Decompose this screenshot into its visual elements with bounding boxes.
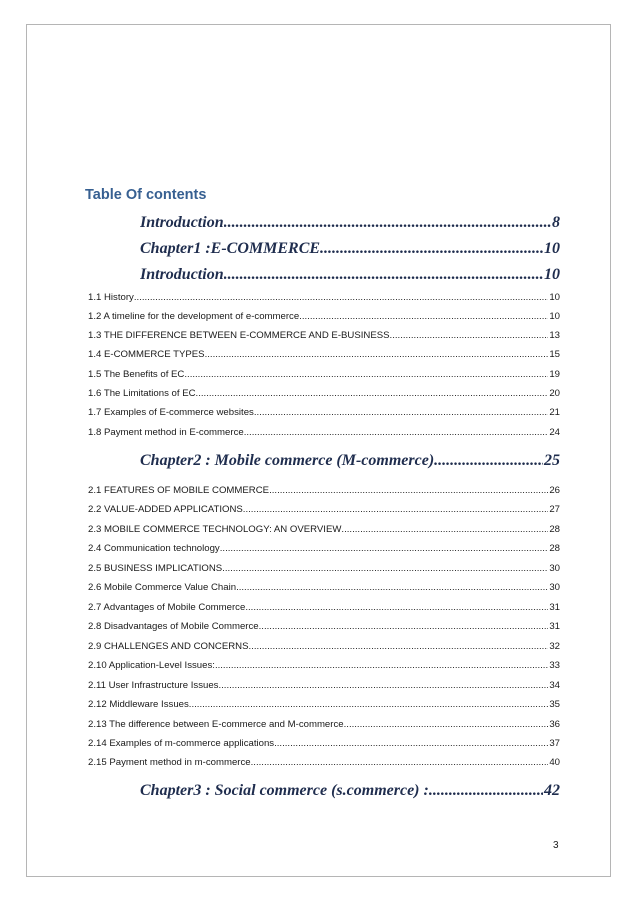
toc-entry-page: 24 [549,427,560,438]
toc-entry-page: 36 [549,719,560,730]
toc-section-entry[interactable] [88,368,560,382]
toc-entry-title: 2.3 MOBILE COMMERCE TECHNOLOGY: AN OVERVIEW [88,524,342,535]
dot-leader [259,620,549,634]
dot-leader [218,679,548,693]
toc-entry-title: Introduction [140,266,224,283]
toc-entry-title: 2.10 Application-Level Issues: [88,660,215,671]
toc-section-entry[interactable] [88,503,560,517]
toc-section-entry[interactable] [88,679,560,693]
toc-entry-title: 1.4 E-COMMERCE TYPES [88,349,205,360]
toc-section-entry[interactable] [88,348,560,362]
dot-leader [434,450,543,472]
toc-section-entry[interactable] [88,291,560,305]
toc-entry-page: 32 [549,641,560,652]
toc-section-entry[interactable] [88,387,560,401]
toc-entry-title: 2.2 VALUE-ADDED APPLICATIONS [88,504,243,515]
dot-leader [205,348,549,362]
toc-entry-title: Chapter1 :E-COMMERCE [140,240,321,257]
toc-section-entry[interactable] [88,737,560,751]
toc-entry-page: 30 [549,582,560,593]
toc-section-entry[interactable] [88,581,560,595]
toc-entry-title: 2.1 FEATURES OF MOBILE COMMERCE [88,485,270,496]
dot-leader [251,756,549,770]
toc-entry-title: 2.12 Middleware Issues [88,699,189,710]
toc-entry-page: 33 [549,660,560,671]
dot-leader [220,542,549,556]
toc-entry-page: 30 [549,563,560,574]
page-number: 3 [553,840,559,851]
toc-section-entry[interactable] [88,310,560,324]
dot-leader [243,503,549,517]
toc-entry-title: 2.14 Examples of m-commerce applications [88,738,275,749]
toc-entry-title: 1.1 History [88,292,134,303]
dot-leader [224,264,543,286]
toc-entry-title: 1.3 THE DIFFERENCE BETWEEN E-COMMERCE AND E-BUSINESS [88,330,390,341]
toc-section-entry[interactable] [88,659,560,673]
toc-entry-page: 10 [544,240,560,257]
toc-section-entry[interactable] [88,640,560,654]
dot-leader [189,698,549,712]
toc-section-entry[interactable] [88,718,560,732]
toc-entry-page: 20 [549,388,560,399]
toc-entry-title: 2.7 Advantages of Mobile Commerce [88,602,246,613]
dot-leader [134,291,548,305]
toc-entry-title: 2.5 BUSINESS IMPLICATIONS [88,563,223,574]
toc-entry-title: Chapter2 : Mobile commerce (M-commerce) [140,452,435,469]
dot-leader [244,426,549,440]
toc-entry-title: Introduction [140,214,224,231]
dot-leader [274,737,548,751]
toc-entry-page: 21 [549,407,560,418]
dot-leader [248,640,548,654]
toc-entry-title: 1.7 Examples of E-commerce websites [88,407,254,418]
toc-section-entry[interactable] [88,426,560,440]
toc-entry-title: 1.8 Payment method in E-commerce [88,427,244,438]
toc-entry-page: 8 [552,214,560,231]
dot-leader [224,212,551,234]
dot-leader [341,523,548,537]
toc-section-entry[interactable] [88,698,560,712]
toc-entry-page: 10 [544,266,560,283]
toc-entry-title: 2.11 User Infrastructure Issues [88,680,219,691]
toc-section-entry[interactable] [88,406,560,420]
toc-section-entry[interactable] [88,523,560,537]
toc-entry-page: 31 [549,602,560,613]
dot-leader [254,406,549,420]
toc-entry-title: 1.2 A timeline for the development of e-commerce [88,311,300,322]
toc-entry-title: 2.15 Payment method in m-commerce [88,757,251,768]
toc-entry-title: 2.4 Communication technology [88,543,220,554]
toc-entry-page: 31 [549,621,560,632]
toc-entry-title: 1.5 The Benefits of EC [88,369,185,380]
toc-entry-title: 2.9 CHALLENGES AND CONCERNS [88,641,249,652]
dot-leader [269,484,548,498]
toc-entry-page: 25 [544,452,560,469]
toc-entry-page: 27 [549,504,560,515]
toc-entry-page: 10 [549,311,560,322]
toc-section-entry[interactable] [88,756,560,770]
toc-entry-page: 34 [549,680,560,691]
toc-section-entry[interactable] [88,484,560,498]
dot-leader [245,601,548,615]
toc-section-entry[interactable] [88,562,560,576]
toc-chapter-entry[interactable] [140,264,560,286]
dot-leader [215,659,548,673]
dot-leader [429,780,543,802]
toc-section-entry[interactable] [88,601,560,615]
toc-chapter-entry[interactable] [140,780,560,802]
toc-section-entry[interactable] [88,620,560,634]
toc-entry-title: 2.8 Disadvantages of Mobile Commerce [88,621,259,632]
toc-entry-page: 28 [549,543,560,554]
dot-leader [299,310,548,324]
toc-entry-title: 2.13 The difference between E-commerce and M-commerce [88,719,344,730]
toc-section-entry[interactable] [88,329,560,343]
toc-entry-title: 1.6 The Limitations of EC [88,388,196,399]
dot-leader [196,387,549,401]
toc-chapter-entry[interactable] [140,212,560,234]
toc-chapter-entry[interactable] [140,238,560,260]
toc-entry-page: 19 [549,369,560,380]
toc-entry-page: 37 [549,738,560,749]
toc-entry-page: 15 [549,349,560,360]
toc-entry-title: Chapter3 : Social commerce (s.commerce) : [140,782,429,799]
toc-entry-page: 40 [549,757,560,768]
dot-leader [320,238,543,260]
toc-entry-page: 35 [549,699,560,710]
toc-entry-page: 10 [549,292,560,303]
dot-leader [222,562,548,576]
toc-entry-page: 42 [544,782,560,799]
toc-entry-title: 2.6 Mobile Commerce Value Chain [88,582,237,593]
toc-chapter-entry[interactable] [140,450,560,472]
toc-entry-page: 28 [549,524,560,535]
toc-entry-page: 13 [549,330,560,341]
toc-entry-page: 26 [549,485,560,496]
toc-heading: Table Of contents [85,187,207,203]
dot-leader [184,368,548,382]
toc-section-entry[interactable] [88,542,560,556]
dot-leader [236,581,548,595]
dot-leader [344,718,549,732]
dot-leader [390,329,549,343]
